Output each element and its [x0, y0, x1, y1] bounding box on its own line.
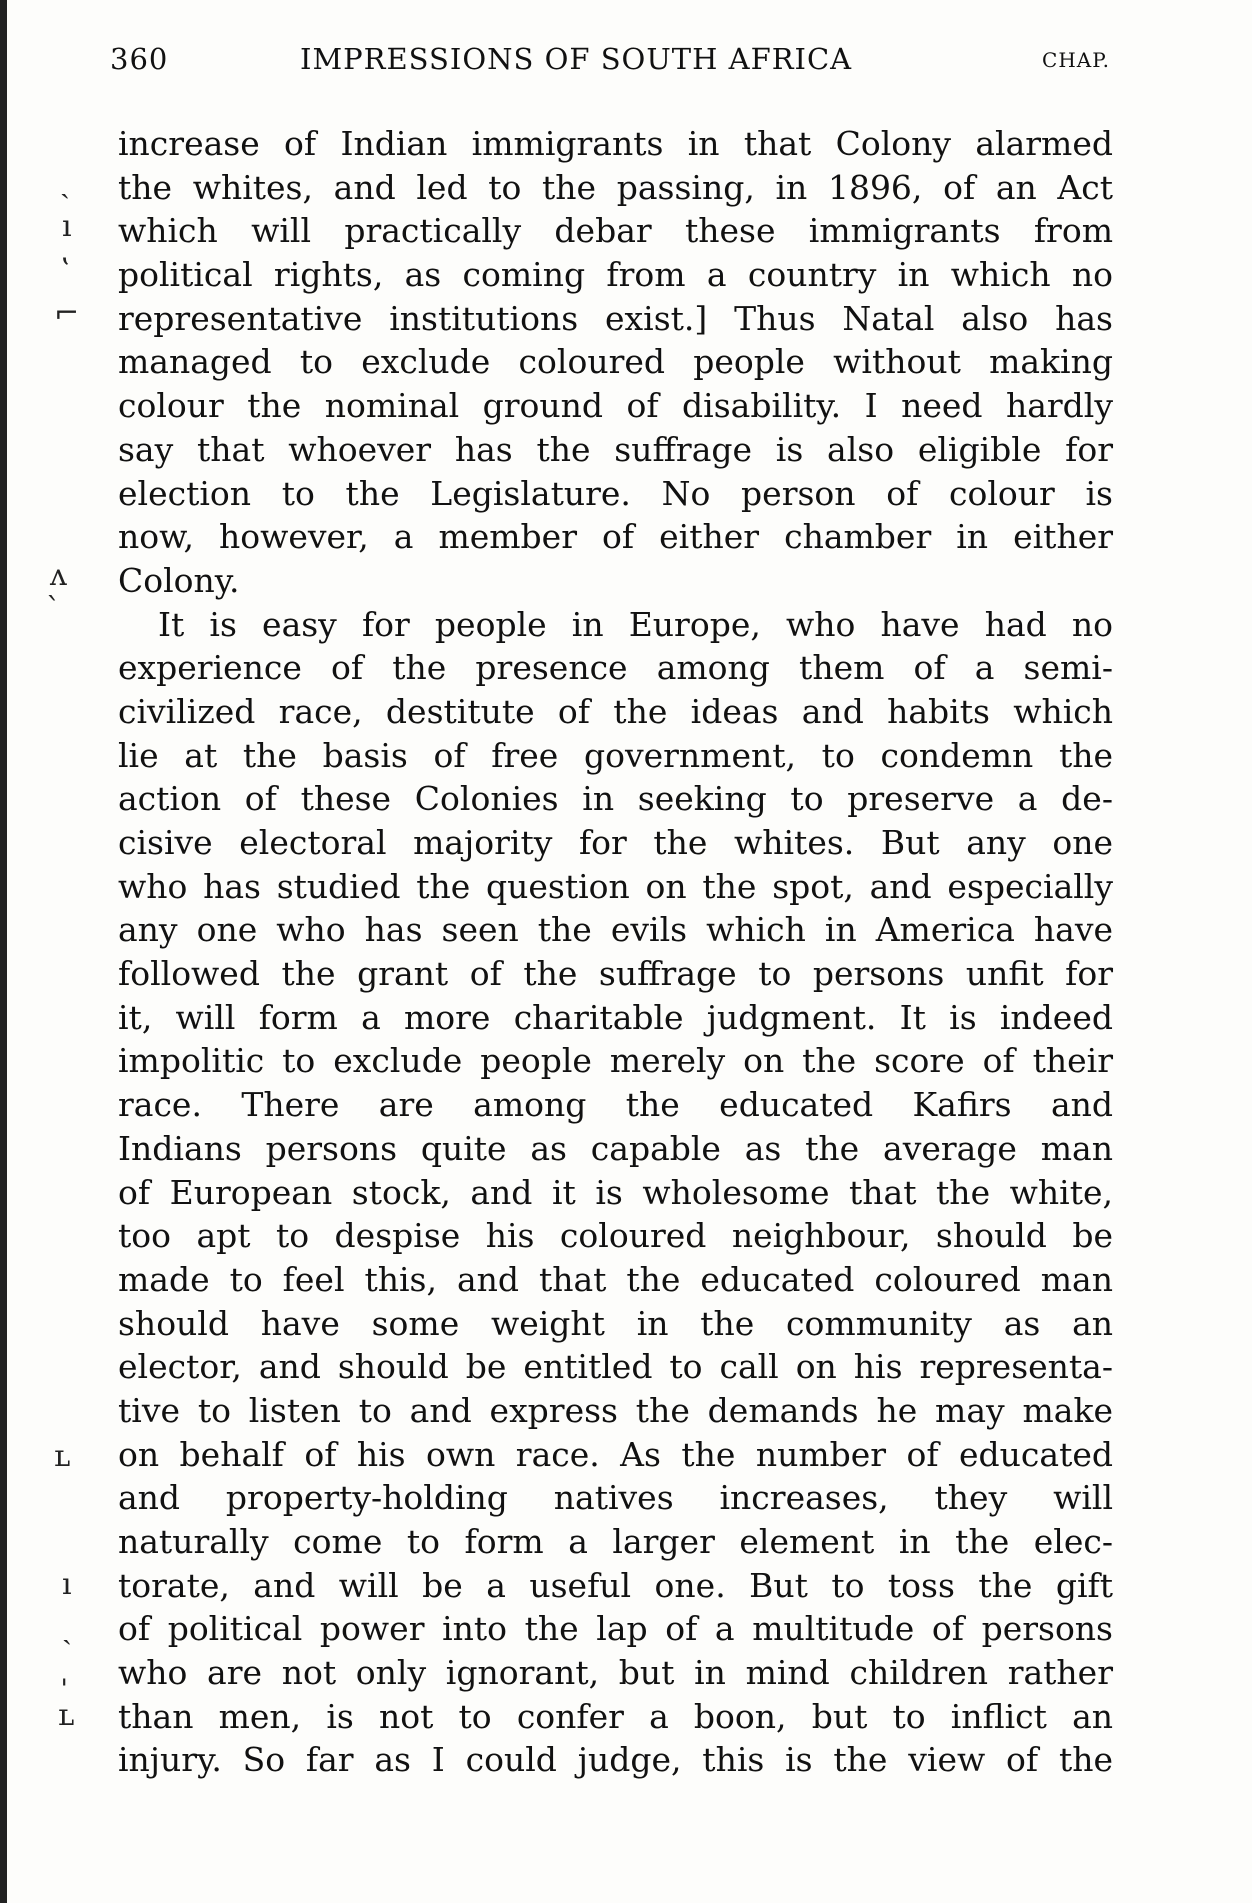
text-line: which will practically debar these immigrants from: [118, 211, 1113, 251]
text-line: on behalf of his own race. As the number of educated: [118, 1434, 1113, 1474]
text-line: political rights, as coming from a country in which no: [118, 255, 1113, 295]
pencil-tick-mark: ˌ: [60, 1655, 69, 1690]
text-line: than men, is not to confer a boon, but to inflict an: [118, 1696, 1113, 1736]
text-line: cisive electoral majority for the whites. But any one: [118, 823, 1113, 862]
pencil-tick-mark: ʽ: [60, 253, 70, 288]
text-line: who are not only ignorant, but in mind children rather: [118, 1653, 1113, 1693]
text-line: say that whoever has the suffrage is also eligible for: [118, 429, 1113, 469]
pencil-tick-mark: ʟ: [54, 1439, 71, 1474]
text-line: race. There are among the educated Kafirs and: [118, 1085, 1113, 1125]
text-line: any one who has seen the evils which in America have: [118, 910, 1113, 950]
paragraph: [118, 122, 1113, 603]
page-edge-scan-border: [0, 0, 7, 1903]
running-title: IMPRESSIONS OF SOUTH AFRICA: [300, 42, 853, 76]
text-line: of European stock, and it is wholesome that the white,: [118, 1172, 1113, 1212]
pencil-tick-mark: ⌐: [54, 296, 80, 331]
text-line: should have some weight in the community as an: [118, 1303, 1113, 1343]
chapter-label: CHAP.: [1042, 48, 1110, 72]
text-line: colour the nominal ground of disability. I need hardly: [118, 386, 1113, 426]
text-line: lie at the basis of free government, to condemn the: [118, 735, 1113, 775]
page-number: 360: [110, 42, 169, 76]
text-line: managed to exclude coloured people without making: [118, 342, 1113, 382]
pencil-tick-mark: ˎ: [60, 165, 70, 200]
text-line: elector, and should be entitled to call on his representa-: [118, 1347, 1113, 1387]
text-line: made to feel this, and that the educated coloured man: [118, 1259, 1113, 1299]
text-line: now, however, a member of either chamber in either: [118, 517, 1113, 557]
text-line: Colony.: [118, 560, 240, 600]
text-line: naturally come to form a larger element in the elec-: [118, 1522, 1113, 1561]
text-line: too apt to despise his coloured neighbour, should be: [118, 1216, 1113, 1256]
pencil-tick-mark: ʌ: [50, 558, 67, 593]
text-line: and property-holding natives increases, they will: [118, 1478, 1113, 1518]
text-line: Indians persons quite as capable as the average man: [118, 1128, 1113, 1168]
text-line: of political power into the lap of a multitude of persons: [118, 1609, 1113, 1649]
text-line: representative institutions exist.] Thus Natal also has: [118, 298, 1113, 338]
pencil-tick-mark: ı: [62, 209, 72, 244]
pencil-tick-mark: ʟ: [58, 1698, 75, 1733]
text-line: civilized race, destitute of the ideas and habits which: [118, 691, 1113, 731]
text-line: the whites, and led to the passing, in 1896, of an Act: [118, 167, 1113, 207]
pencil-tick-mark: ı: [62, 1567, 72, 1602]
paragraph: [118, 603, 1113, 1783]
pencil-tick-mark: ˋ: [46, 592, 61, 627]
page-header: [110, 42, 1110, 82]
handwritten-margin-marks: [20, 122, 115, 1822]
text-line: it, will form a more charitable judgment. It is indeed: [118, 997, 1113, 1037]
text-line: tive to listen to and express the demands he may make: [118, 1390, 1113, 1430]
text-line: impolitic to exclude people merely on the score of their: [118, 1041, 1113, 1081]
text-line: experience of the presence among them of a semi-: [118, 648, 1113, 688]
text-line: injury. So far as I could judge, this is the view of the: [118, 1740, 1113, 1780]
pencil-tick-mark: ˏ: [62, 1611, 72, 1646]
text-line: election to the Legislature. No person of colour is: [118, 473, 1113, 513]
text-line: who has studied the question on the spot, and especially: [118, 866, 1113, 906]
text-line: followed the grant of the suffrage to persons unfit for: [118, 954, 1113, 994]
text-line: increase of Indian immigrants in that Colony alarmed: [118, 124, 1113, 163]
text-line: action of these Colonies in seeking to preserve a de-: [118, 779, 1113, 819]
body-text: [118, 122, 1113, 1782]
text-line: torate, and will be a useful one. But to toss the gift: [118, 1565, 1113, 1605]
text-line: It is easy for people in Europe, who have had no: [158, 604, 1113, 644]
